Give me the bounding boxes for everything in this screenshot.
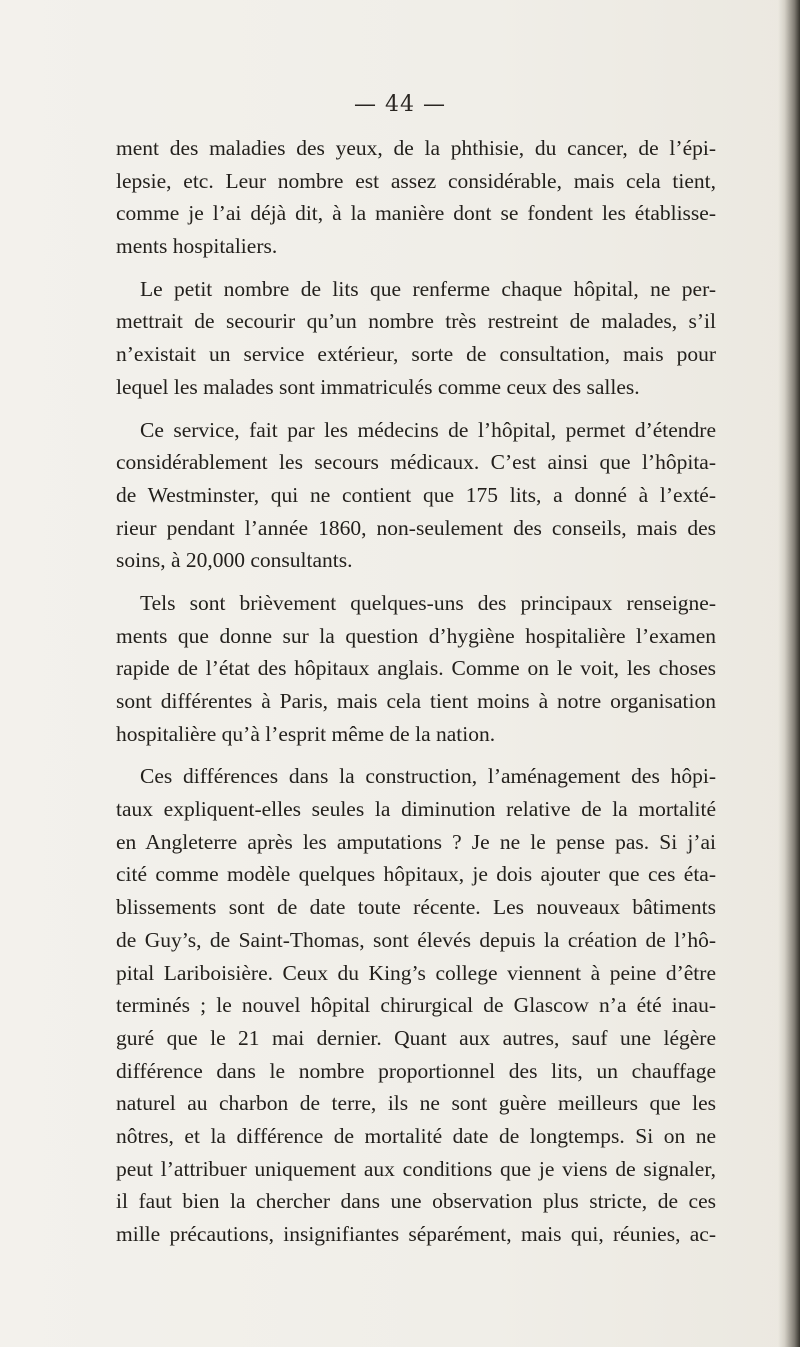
paragraph <box>116 273 716 404</box>
text-line: il faut bien la chercher dans une observation plus stricte, de ces <box>116 1189 716 1214</box>
paragraph <box>116 132 716 263</box>
text-line: mettrait de secourir qu’un nombre très restreint de malades, s’il <box>116 309 716 334</box>
text-line: ments hospitaliers. <box>116 234 278 259</box>
text-line: soins, à 20,000 consultants. <box>116 548 353 573</box>
paragraph <box>116 414 716 577</box>
text-line: blissements sont de date toute récente. Les nouveaux bâtiments <box>116 895 716 920</box>
text-line: Ce service, fait par les médecins de l’hôpital, permet d’étendre <box>140 417 716 442</box>
text-line: en Angleterre après les amputations ? Je ne le pense pas. Si j’ai <box>116 829 716 854</box>
text-line: comme je l’ai déjà dit, à la manière dont se fondent les établisse- <box>116 201 716 226</box>
text-line: naturel au charbon de terre, ils ne sont guère meilleurs que les <box>116 1091 716 1116</box>
text-line: lequel les malades sont immatriculés comme ceux des salles. <box>116 374 640 399</box>
text-line: Le petit nombre de lits que renferme chaque hôpital, ne per- <box>140 276 716 301</box>
text-line: rieur pendant l’année 1860, non-seulement des conseils, mais des <box>116 515 716 540</box>
text-line: terminés ; le nouvel hôpital chirurgical de Glascow n’a été inau- <box>116 993 716 1018</box>
paragraph <box>116 760 716 1250</box>
text-line: lepsie, etc. Leur nombre est assez considérable, mais cela tient, <box>116 168 716 193</box>
text-line: sont différentes à Paris, mais cela tient moins à notre organisation <box>116 689 716 713</box>
text-line: Ces différences dans la construction, l’aménagement des hôpi- <box>140 764 716 789</box>
text-line: cité comme modèle quelques hôpitaux, je dois ajouter que ces éta- <box>116 862 716 887</box>
text-line: nôtres, et la différence de mortalité date de longtemps. Si on ne <box>116 1123 716 1148</box>
text-line: taux expliquent-elles seules la diminution relative de la mortalité <box>116 797 716 822</box>
text-line: peut l’attribuer uniquement aux conditions que je viens de signaler, <box>116 1156 716 1181</box>
text-line: rapide de l’état des hôpitaux anglais. Comme on le voit, les choses <box>116 656 716 681</box>
text-line: pital Lariboisière. Ceux du King’s college viennent à peine d’être <box>116 960 716 985</box>
text-line: hospitalière qu’à l’esprit même de la nation. <box>116 721 496 746</box>
text-line: de Westminster, qui ne contient que 175 lits, a donné à l’exté- <box>116 482 716 507</box>
paragraph <box>116 587 716 750</box>
text-line: ment des maladies des yeux, de la phthisie, du cancer, de l’épi- <box>116 136 716 160</box>
text-line: différence dans le nombre proportionnel des lits, un chauffage <box>116 1058 716 1083</box>
text-line: Tels sont brièvement quelques-uns des principaux renseigne- <box>140 590 716 615</box>
text-line: de Guy’s, de Saint-Thomas, sont élevés depuis la création de l’hô- <box>116 927 716 952</box>
text-line: mille précautions, insignifiantes séparément, mais qui, réunies, ac- <box>116 1222 716 1246</box>
page-edge-shadow <box>778 0 800 1347</box>
text-line: guré que le 21 mai dernier. Quant aux autres, sauf une légère <box>116 1025 716 1050</box>
body-text <box>116 132 716 1261</box>
text-line: considérablement les secours médicaux. C’est ainsi que l’hôpita- <box>116 450 716 475</box>
text-line: n’existait un service extérieur, sorte de consultation, mais pour <box>116 342 716 367</box>
text-line: ments que donne sur la question d’hygiène hospitalière l’examen <box>116 623 716 648</box>
page-number: — 44 — <box>354 92 446 117</box>
